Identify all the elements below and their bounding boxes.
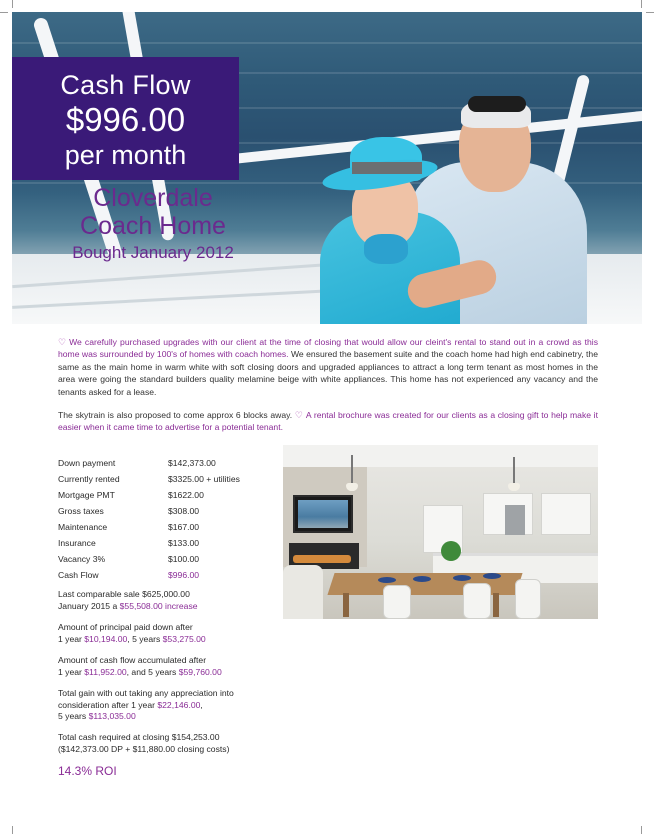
- cash-required-total: Total cash required at closing $154,253.00: [58, 732, 220, 742]
- financial-value: $133.00: [168, 538, 200, 548]
- financial-label: Insurance: [58, 538, 96, 548]
- crop-mark: [641, 826, 642, 834]
- gain-5yr-label: 5 years: [58, 711, 89, 721]
- crop-mark: [12, 0, 13, 8]
- principal-block: [58, 622, 288, 645]
- roi-value: 14.3% ROI: [58, 764, 117, 778]
- financial-row: [58, 455, 268, 471]
- financial-row: [58, 487, 268, 503]
- cashflow-1yr-label: 1 year: [58, 666, 85, 677]
- cash-required-breakdown: ($142,373.00 DP + $11,880.00 closing costs): [58, 743, 230, 754]
- intro-highlight: We carefully purchased upgrades with our client at the time of closing that would allow our cleint's rental to stand out in a crowd as this home was surrounded by 100's of homes with coach homes.: [58, 337, 598, 360]
- cash-flow-headline: [12, 57, 239, 180]
- brochure-text: A rental brochure was created for our clients as a closing gift to help make it easier when it came time to advertise for a potential tenant.: [58, 410, 598, 433]
- plant-image: [441, 541, 461, 561]
- tv-image: [293, 495, 353, 533]
- financial-row: [58, 535, 268, 551]
- comparable-increase: $55,508.00 increase: [119, 600, 198, 611]
- gain-comma: ,: [200, 699, 203, 710]
- cash-flow-amount: $996.00: [65, 101, 186, 138]
- gain-5yr-value: $113,035.00: [88, 711, 136, 721]
- financial-label: Currently rented: [58, 474, 120, 484]
- principal-1yr-value: $10,194.00: [84, 633, 128, 644]
- kitchen-photo: [283, 445, 598, 619]
- cashflow-heading: Amount of cash flow accumulated after: [58, 655, 207, 665]
- skytrain-text: The skytrain is also proposed to come approx 6 blocks away.: [58, 410, 295, 420]
- financial-label: Mortgage PMT: [58, 490, 115, 500]
- cashflow-5yr-value: $59,760.00: [178, 666, 222, 677]
- crop-mark: [646, 12, 654, 13]
- crop-mark: [641, 0, 642, 8]
- principal-heading: Amount of principal paid down after: [58, 622, 193, 632]
- financial-label: Maintenance: [58, 522, 108, 532]
- financial-value: $3325.00 + utilities: [168, 474, 240, 484]
- intro-paragraph-2: [58, 409, 598, 434]
- gain-1yr-label: consideration after 1 year: [58, 699, 158, 710]
- principal-1yr-label: 1 year: [58, 633, 85, 644]
- financial-row: [58, 551, 268, 567]
- cashflow-5yr-label: , and 5 years: [126, 666, 179, 677]
- financial-value: $308.00: [168, 506, 200, 516]
- financial-value: $1622.00: [168, 490, 204, 500]
- financial-row: [58, 471, 268, 487]
- home-name-line2: Coach Home: [80, 212, 226, 240]
- financial-value: $142,373.00: [168, 458, 216, 468]
- cash-flow-period: per month: [64, 140, 187, 170]
- cash-flow-value: $996.00: [168, 570, 200, 580]
- comparable-sale-text: Last comparable sale $625,000.00: [58, 589, 190, 599]
- cash-required-block: [58, 732, 288, 755]
- bought-date: Bought January 2012: [72, 243, 234, 262]
- financial-label: Down payment: [58, 458, 116, 468]
- crop-mark: [0, 12, 8, 13]
- property-title: [58, 184, 248, 264]
- financials-table: [58, 455, 268, 583]
- cashflow-accumulated-block: [58, 655, 288, 678]
- financial-row: [58, 503, 268, 519]
- financial-value: $167.00: [168, 522, 200, 532]
- heart-icon: ♡: [294, 410, 303, 420]
- heart-icon: ♡: [58, 337, 67, 347]
- intro-paragraph-1: [58, 336, 598, 398]
- comparable-date-text: January 2015 a: [58, 600, 120, 611]
- gain-1yr-value: $22,146.00: [157, 699, 201, 710]
- financial-label: Cash Flow: [58, 570, 99, 580]
- total-gain-block: [58, 688, 288, 723]
- cash-flow-label: Cash Flow: [60, 70, 191, 100]
- comparable-sale-block: [58, 589, 288, 612]
- financial-row: [58, 567, 268, 583]
- intro-body: We ensured the basement suite and the coach home had high end cabinetry, the same as the main home in warm white with soft closing doors and upgraded appliances to attract a long term tenant as most homes in the area were going the standard builders quality melamine beige with white appliances. This home has not experienced any vacancy and the tenants asked for a lease.: [58, 349, 598, 397]
- financial-value: $100.00: [168, 554, 200, 564]
- cashflow-1yr-value: $11,952.00: [84, 666, 127, 677]
- sunglasses: [468, 96, 526, 112]
- gain-heading: Total gain with out taking any appreciation into: [58, 688, 234, 698]
- principal-5yr-label: , 5 years: [127, 633, 163, 644]
- crop-mark: [12, 826, 13, 834]
- financial-label: Gross taxes: [58, 506, 104, 516]
- home-name-line1: Cloverdale: [93, 184, 213, 212]
- principal-5yr-value: $53,275.00: [162, 633, 206, 644]
- financial-row: [58, 519, 268, 535]
- financial-label: Vacancy 3%: [58, 554, 106, 564]
